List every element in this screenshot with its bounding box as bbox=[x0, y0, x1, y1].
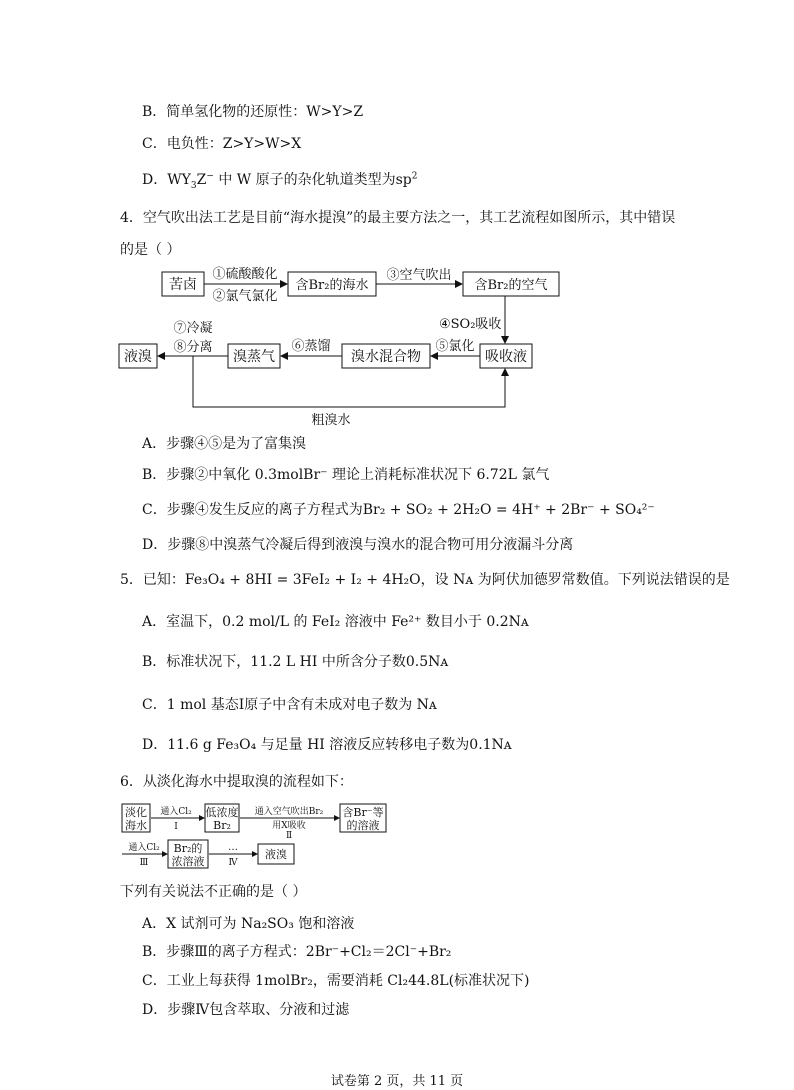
q6-question: 下列有关说法不正确的是（ ） bbox=[120, 884, 307, 900]
q4-flow-diagram bbox=[115, 264, 595, 432]
q3-option-d: D．$WY_3Z^-$ 中 W 原子的杂化轨道类型为$sp^2$ bbox=[142, 171, 418, 191]
box-low-conc-br2-line1: 低浓度 bbox=[205, 806, 239, 819]
box-br-minus-solution-line1: 含Br⁻等 bbox=[342, 806, 384, 819]
q5-option-b: B．标准状况下，11.2 L HI 中所含分子数0.5Nᴀ bbox=[142, 654, 449, 670]
q4-option-d: D．步骤⑧中溴蒸气冷凝后得到液溴与溴水的混合物可用分液漏斗分离 bbox=[142, 537, 574, 553]
step-i-bottom: Ⅰ bbox=[174, 822, 178, 832]
q4-stem-line2: 的是（ ） bbox=[120, 242, 181, 258]
step1-label: ①硫酸酸化 bbox=[212, 267, 278, 282]
step2-label: ②氯气氯化 bbox=[212, 289, 278, 304]
step7-label: ⑦冷凝 bbox=[173, 321, 213, 336]
q3-option-c: C．电负性：Z>Y>W>X bbox=[142, 136, 302, 152]
q4-option-a: A．步骤④⑤是为了富集溴 bbox=[142, 436, 307, 452]
q6-stem: 6．从淡化海水中提取溴的流程如下： bbox=[120, 774, 353, 790]
page-footer: 试卷第 2 页，共 11 页 bbox=[330, 1074, 464, 1089]
step-ii-bottom1: 用X吸收 bbox=[272, 821, 306, 831]
step-iv-bottom: Ⅳ bbox=[228, 858, 238, 868]
box-desalinated-seawater-line2: 海水 bbox=[125, 819, 147, 832]
step3-label: ③空气吹出 bbox=[386, 268, 452, 283]
q5-option-c: C．1 mol 基态I原子中含有未成对电子数为 Nᴀ bbox=[142, 697, 437, 713]
step8-label: ⑧分离 bbox=[173, 340, 213, 355]
step-iv-top: … bbox=[228, 842, 238, 853]
box-liquid-bromine-2-label: 液溴 bbox=[265, 848, 287, 861]
box-concentrated-br2-line2: 浓溶液 bbox=[171, 855, 205, 868]
box-concentrated-br2-line1: Br₂的 bbox=[173, 842, 203, 855]
q6-option-b: B．步骤Ⅲ的离子方程式：2Br⁻+Cl₂＝2Cl⁻+Br₂ bbox=[142, 944, 452, 960]
box-bromine-water-mixture-label: 溴水混合物 bbox=[351, 349, 421, 365]
step-iii-bottom: Ⅲ bbox=[139, 858, 149, 868]
box-bromine-vapor-label: 溴蒸气 bbox=[233, 349, 275, 365]
q4-option-c: C．步骤④发生反应的离子方程式为Br₂ + SO₂ + 2H₂O = 4H⁺ + 2Br⁻ + SO₄²⁻ bbox=[142, 502, 655, 518]
q5-option-d: D．11.6 g Fe₃O₄ 与足量 HI 溶液反应转移电子数为0.1Nᴀ bbox=[142, 737, 512, 753]
step-iii-top: 通入Cl₂ bbox=[128, 843, 160, 853]
step-ii-top: 通入空气吹出Br₂ bbox=[254, 807, 324, 817]
step6-label: ⑥蒸馏 bbox=[291, 339, 331, 354]
box-br-minus-solution-line2: 的溶液 bbox=[346, 819, 380, 832]
box-low-conc-br2-line2: Br₂ bbox=[213, 819, 231, 832]
box-br2-seawater-label: 含Br₂的海水 bbox=[295, 278, 369, 293]
box-kulu-label: 苦卤 bbox=[169, 277, 197, 293]
q4-stem-line1: 4．空气吹出法工艺是目前“海水提溴”的最主要方法之一，其工艺流程如图所示，其中错误 bbox=[120, 210, 676, 226]
step5-label: ⑤氯化 bbox=[435, 339, 475, 354]
q6-option-d: D．步骤Ⅳ包含萃取、分液和过滤 bbox=[142, 1002, 350, 1018]
q3-option-b: B．简单氢化物的还原性：W>Y>Z bbox=[142, 104, 364, 120]
crude-bromine-water-label: 粗溴水 bbox=[311, 413, 351, 428]
q4-option-b: B．步骤②中氧化 0.3molBr⁻ 理论上消耗标准状况下 6.72L 氯气 bbox=[142, 467, 550, 483]
box-absorption-liquid-label: 吸收液 bbox=[485, 349, 527, 365]
box-liquid-bromine-label: 液溴 bbox=[124, 349, 152, 365]
q6-flow-diagram bbox=[118, 800, 398, 872]
box-br2-air-label: 含Br₂的空气 bbox=[474, 278, 548, 293]
q6-option-a: A．X 试剂可为 Na₂SO₃ 饱和溶液 bbox=[142, 916, 355, 932]
q5-option-a: A．室温下，0.2 mol/L 的 FeI₂ 溶液中 Fe²⁺ 数目小于 0.2Nᴀ bbox=[142, 614, 529, 630]
q6-option-c: C．工业上每获得 1molBr₂，需要消耗 Cl₂44.8L(标准状况下) bbox=[142, 973, 530, 989]
step4-label: ④SO₂吸收 bbox=[439, 317, 502, 332]
box-desalinated-seawater-line1: 淡化 bbox=[125, 806, 147, 819]
step-ii-bottom2: Ⅱ bbox=[285, 831, 293, 841]
q5-stem: 5．已知：Fe₃O₄ + 8HI = 3FeI₂ + I₂ + 4H₂O，设 Nᴀ 为阿伏加德罗常数值。下列说法错误的是 bbox=[120, 572, 730, 588]
step-i-top: 通入Cl₂ bbox=[160, 807, 192, 817]
